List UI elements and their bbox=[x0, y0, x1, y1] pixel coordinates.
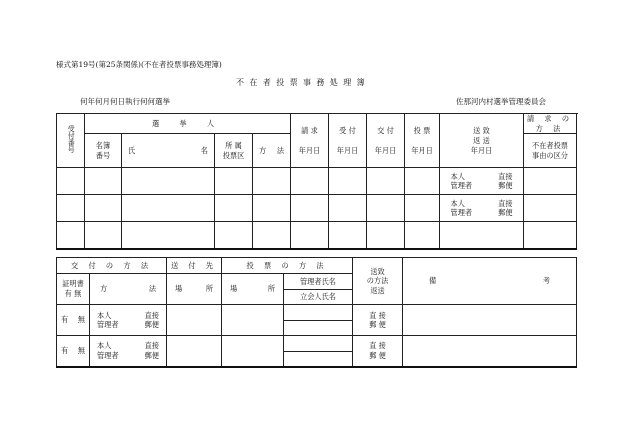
destination-header: 送 付 先 bbox=[167, 258, 222, 274]
name-header: 氏 名 bbox=[122, 134, 215, 168]
receipt-number-header: 受付番号 bbox=[57, 114, 85, 168]
committee-name: 佐那河内村選挙管理委員会 bbox=[456, 97, 546, 106]
request-method-header: 請 求 の 方 法 bbox=[524, 114, 577, 134]
table-row bbox=[57, 195, 577, 222]
roll-number-header: 名簿 番号 bbox=[85, 134, 122, 168]
election-name: 何年何月何日執行何何選挙 bbox=[80, 97, 170, 106]
table-row bbox=[57, 168, 577, 195]
reason-header: 不在者投票 事由の区分 bbox=[524, 134, 577, 168]
return-options: 直 接 郵 便 bbox=[353, 336, 403, 367]
method-options: 本人 直接 管理者 郵便 bbox=[440, 168, 524, 195]
receipt-header: 受 付 年月日 bbox=[329, 114, 367, 168]
delivery-header: 交 付 年月日 bbox=[367, 114, 405, 168]
delivery-method-options: 本人 直接 管理者 郵便 bbox=[90, 305, 167, 336]
return-options: 直 接 郵 便 bbox=[353, 305, 403, 336]
delivery-method-subheader: 方 法 bbox=[90, 274, 167, 305]
voter-header: 選 挙 人 bbox=[85, 114, 291, 134]
table-row bbox=[57, 222, 577, 249]
vote-place-header: 場 所 bbox=[222, 274, 284, 305]
method-options: 本人 直接 管理者 郵便 bbox=[440, 195, 524, 222]
vote-header: 投 票 年月日 bbox=[405, 114, 440, 168]
table-row bbox=[57, 336, 577, 352]
certificate-presence: 有 無 bbox=[57, 336, 90, 367]
remarks-header: 備 考 bbox=[403, 258, 577, 305]
district-header: 所 属 投票区 bbox=[215, 134, 253, 168]
delivery-method-header: 交 付 の 方 法 bbox=[57, 258, 167, 274]
manager-name-header: 管理者氏名 bbox=[284, 274, 353, 290]
destination-place-header: 場 所 bbox=[167, 274, 222, 305]
delivery-vote-table bbox=[56, 257, 577, 368]
document-title: 不在者投票事務処理簿 bbox=[236, 78, 370, 87]
vote-method-header: 投 票 の 方 法 bbox=[222, 258, 353, 274]
request-header: 請 求 年月日 bbox=[291, 114, 329, 168]
absentee-request-table bbox=[56, 113, 577, 250]
table-row bbox=[57, 305, 577, 321]
witness-name-header: 立会人氏名 bbox=[284, 290, 353, 305]
method-subheader: 方 法 bbox=[253, 134, 291, 168]
delivery-method-options: 本人 直接 管理者 郵便 bbox=[90, 336, 167, 367]
certificate-header: 証明書 有 無 bbox=[57, 274, 90, 305]
return-header: 送 致 返 送 年月日 bbox=[440, 114, 524, 168]
certificate-presence: 有 無 bbox=[57, 305, 90, 336]
form-label: 様式第19号(第25条関係)(不在者投票事務処理簿) bbox=[56, 60, 222, 69]
return-method-header: 送致 の方法 返送 bbox=[353, 258, 403, 305]
